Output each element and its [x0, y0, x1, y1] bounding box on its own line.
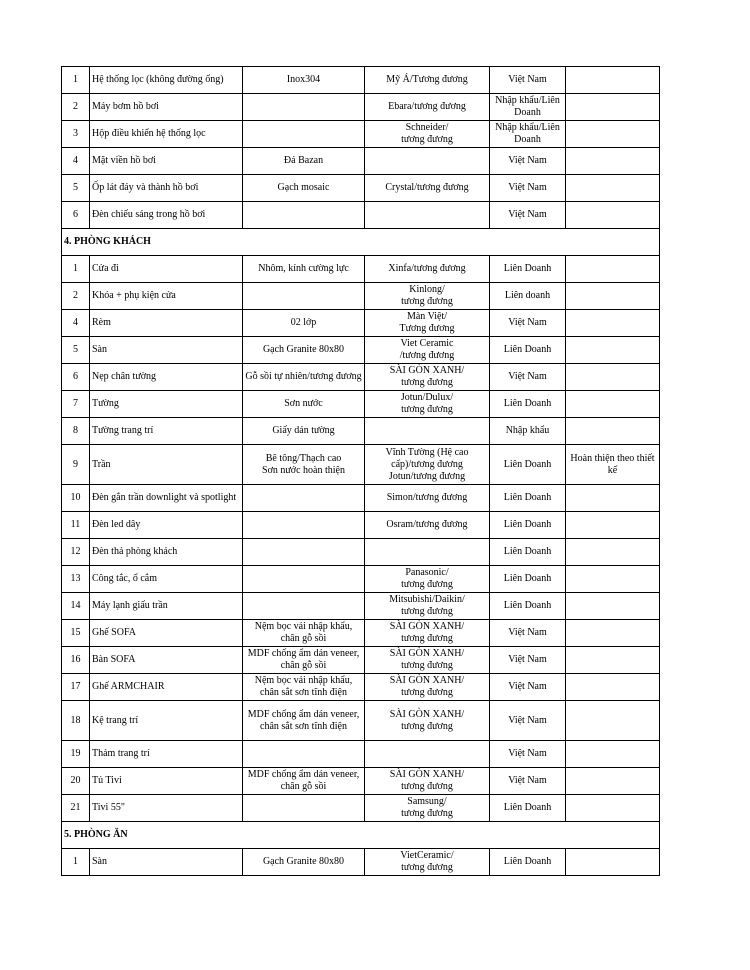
brand-cell-line: Jotun/tương đương [388, 470, 466, 482]
item-name: Thảm trang trí [90, 741, 243, 768]
material-cell-line: Inox304 [286, 74, 321, 85]
origin-cell [490, 256, 566, 283]
table-row [62, 593, 660, 620]
brand-cell-line: Mỹ Á/Tương đương [386, 74, 468, 85]
brand-cell-line: Osram/tương đương [386, 519, 468, 530]
brand-cell-line: tương đương [401, 720, 453, 732]
item-name: Sàn [90, 849, 243, 876]
brand-cell-line: tương đương [401, 633, 453, 644]
row-number: 20 [62, 768, 90, 795]
brand-cell [365, 67, 490, 94]
material-cell-line: Nệm bọc vải nhập khẩu, [254, 621, 353, 632]
origin-cell-line: Liên doanh [504, 290, 551, 301]
section-header-row [62, 229, 660, 256]
brand-cell [365, 418, 490, 445]
note-cell [566, 418, 660, 445]
brand-cell-line: tương đương [401, 296, 453, 307]
brand-cell-line: Xinfa/tương đương [388, 263, 466, 274]
origin-cell-line: Liên Doanh [503, 856, 552, 867]
brand-cell [365, 175, 490, 202]
table-row [62, 202, 660, 229]
item-name: Ghế SOFA [90, 620, 243, 647]
item-name: Máy lạnh giấu trần [90, 593, 243, 620]
brand-cell-line: tương đương [401, 781, 453, 792]
material-cell-line: Gạch mosaic [277, 182, 330, 193]
material-cell [243, 593, 365, 620]
origin-cell [490, 67, 566, 94]
material-cell [243, 310, 365, 337]
row-number: 4 [62, 148, 90, 175]
material-cell-line: chân sắt sơn tĩnh điện [260, 720, 347, 732]
item-name: Tivi 55" [90, 795, 243, 822]
origin-cell-line: Liên Doanh [503, 546, 552, 557]
material-cell [243, 175, 365, 202]
section-title: 4. PHÒNG KHÁCH [62, 229, 660, 256]
origin-cell [490, 364, 566, 391]
item-name: Đèn thả phòng khách [90, 539, 243, 566]
brand-cell-line: Màn Việt/ [406, 311, 448, 322]
item-name: Kệ trang trí [90, 701, 243, 741]
brand-cell [365, 445, 490, 485]
material-cell-line: Nhôm, kính cường lực [258, 263, 349, 274]
brand-cell-line: tương đương [401, 404, 453, 415]
material-cell [243, 148, 365, 175]
origin-cell-line: Liên Doanh [503, 398, 552, 409]
brand-cell-line: tương đương [401, 808, 453, 819]
brand-cell-line: /tương đương [399, 350, 455, 361]
row-number: 17 [62, 674, 90, 701]
table-row [62, 67, 660, 94]
brand-cell [365, 310, 490, 337]
note-cell [566, 674, 660, 701]
brand-cell-line: tương đương [401, 687, 453, 698]
material-cell-line: chân gỗ sồi [280, 660, 327, 671]
note-cell [566, 445, 660, 485]
material-cell [243, 539, 365, 566]
origin-cell [490, 512, 566, 539]
material-cell [243, 485, 365, 512]
brand-cell [365, 647, 490, 674]
origin-cell-line: Liên Doanh [503, 802, 552, 813]
brand-cell-line: Jotun/Dulux/ [400, 392, 454, 403]
brand-cell-line: Samsung/ [407, 796, 447, 807]
origin-cell-line: Liên Doanh [503, 600, 552, 611]
material-cell-line: 02 lớp [290, 317, 317, 328]
origin-cell [490, 647, 566, 674]
material-cell-line: chân gỗ sồi [280, 633, 327, 644]
brand-cell [365, 512, 490, 539]
origin-cell-line: Liên Doanh [503, 458, 552, 470]
material-cell [243, 849, 365, 876]
material-cell [243, 364, 365, 391]
item-name: Tường trang trí [90, 418, 243, 445]
origin-cell [490, 283, 566, 310]
brand-cell-line: tương đương [401, 134, 453, 145]
item-name: Đèn led dây [90, 512, 243, 539]
table-row [62, 283, 660, 310]
item-name: Hộp điều khiển hệ thống lọc [90, 121, 243, 148]
note-cell [566, 741, 660, 768]
brand-cell-line: tương đương [401, 660, 453, 671]
item-name: Tủ Tivi [90, 768, 243, 795]
material-cell [243, 741, 365, 768]
material-cell-line: Sơn nước hoàn thiện [262, 464, 345, 476]
note-cell [566, 701, 660, 741]
brand-cell [365, 566, 490, 593]
material-cell [243, 445, 365, 485]
note-cell [566, 283, 660, 310]
origin-cell [490, 795, 566, 822]
note-cell [566, 364, 660, 391]
origin-cell [490, 674, 566, 701]
origin-cell-line: Liên Doanh [503, 263, 552, 274]
brand-cell-line: Mitsubishi/Daikin/ [389, 594, 465, 605]
table-row [62, 364, 660, 391]
brand-cell [365, 741, 490, 768]
brand-cell [365, 795, 490, 822]
origin-cell-line: Liên Doanh [503, 492, 552, 503]
brand-cell-line: Schneider/ [405, 122, 449, 133]
note-cell [566, 67, 660, 94]
material-cell [243, 337, 365, 364]
origin-cell [490, 539, 566, 566]
item-name: Máy bơm hồ bơi [90, 94, 243, 121]
origin-cell-line: Việt Nam [508, 155, 547, 166]
material-cell [243, 701, 365, 741]
row-number: 2 [62, 94, 90, 121]
table-row [62, 121, 660, 148]
origin-cell [490, 202, 566, 229]
material-cell-line: Giấy dán tường [272, 425, 335, 436]
material-cell [243, 283, 365, 310]
table-row [62, 418, 660, 445]
origin-cell [490, 148, 566, 175]
material-cell [243, 67, 365, 94]
row-number: 4 [62, 310, 90, 337]
brand-cell-line: SÀI GÒN XANH/ [389, 769, 465, 780]
row-number: 1 [62, 256, 90, 283]
material-cell-line: Sơn nước [284, 398, 323, 409]
table-row [62, 566, 660, 593]
brand-cell-line: SÀI GÒN XANH/ [389, 648, 465, 659]
origin-cell-line: Việt Nam [508, 681, 547, 692]
note-cell [566, 121, 660, 148]
note-cell [566, 337, 660, 364]
origin-cell-line: Nhập khẩu [505, 425, 550, 436]
note-cell [566, 485, 660, 512]
table-row [62, 768, 660, 795]
row-number: 5 [62, 337, 90, 364]
origin-cell [490, 768, 566, 795]
brand-cell [365, 94, 490, 121]
brand-cell-line: tương đương [401, 377, 453, 388]
material-cell-line: Gạch Granite 80x80 [262, 856, 345, 867]
brand-cell-line: Ebara/tương đương [388, 101, 466, 112]
item-name: Nẹp chân tường [90, 364, 243, 391]
item-name: Cửa đi [90, 256, 243, 283]
origin-cell-line: Việt Nam [508, 182, 547, 193]
brand-cell [365, 701, 490, 741]
brand-cell-line: Panasonic/ [405, 567, 449, 578]
row-number: 8 [62, 418, 90, 445]
note-cell [566, 202, 660, 229]
row-number: 16 [62, 647, 90, 674]
table-row [62, 175, 660, 202]
brand-cell-line: Kinlong/ [409, 284, 445, 295]
origin-cell [490, 593, 566, 620]
table-row [62, 701, 660, 741]
material-cell-line: Nệm bọc vải nhập khẩu, [254, 675, 353, 686]
material-cell-line: Bê tông/Thạch cao [265, 452, 342, 464]
material-cell [243, 391, 365, 418]
row-number: 6 [62, 202, 90, 229]
brand-cell [365, 256, 490, 283]
row-number: 9 [62, 445, 90, 485]
material-cell-line: chân sắt sơn tĩnh điện [260, 687, 347, 698]
brand-cell-line: SÀI GÒN XANH/ [389, 365, 465, 376]
origin-cell-line: Việt Nam [508, 74, 547, 85]
table-row [62, 256, 660, 283]
brand-cell [365, 337, 490, 364]
item-name: Đèn chiếu sáng trong hồ bơi [90, 202, 243, 229]
brand-cell-line: Viet Ceramic [400, 338, 454, 349]
section-title: 5. PHÒNG ĂN [62, 822, 660, 849]
item-name: Rèm [90, 310, 243, 337]
table-row [62, 94, 660, 121]
row-number: 12 [62, 539, 90, 566]
material-cell [243, 620, 365, 647]
item-name: Sàn [90, 337, 243, 364]
origin-cell-line: Việt Nam [508, 209, 547, 220]
material-cell-line: Gỗ sồi tự nhiên/tương đương [245, 371, 362, 382]
origin-cell [490, 849, 566, 876]
section-header-row [62, 822, 660, 849]
note-cell [566, 256, 660, 283]
origin-cell-line: Việt Nam [508, 714, 547, 726]
origin-cell [490, 94, 566, 121]
table-row [62, 620, 660, 647]
brand-cell-line: SÀI GÒN XANH/ [389, 675, 465, 686]
note-cell [566, 539, 660, 566]
origin-cell [490, 485, 566, 512]
origin-cell-line: Liên Doanh [503, 344, 552, 355]
brand-cell-line: Vĩnh Tường (Hệ cao [385, 446, 469, 458]
brand-cell [365, 364, 490, 391]
table-row [62, 795, 660, 822]
brand-cell [365, 148, 490, 175]
origin-cell [490, 701, 566, 741]
item-name: Mặt viền hồ bơi [90, 148, 243, 175]
row-number: 11 [62, 512, 90, 539]
brand-cell-line: tương đương [401, 862, 453, 873]
table-row [62, 310, 660, 337]
row-number: 1 [62, 67, 90, 94]
item-name: Hệ thống lọc (không đường ống) [90, 67, 243, 94]
note-cell [566, 849, 660, 876]
origin-cell-line: Việt Nam [508, 748, 547, 759]
origin-cell-line: Liên Doanh [503, 573, 552, 584]
material-cell [243, 256, 365, 283]
origin-cell [490, 337, 566, 364]
material-cell [243, 94, 365, 121]
note-cell [566, 310, 660, 337]
brand-cell [365, 849, 490, 876]
origin-cell-line: Việt Nam [508, 775, 547, 786]
note-cell [566, 148, 660, 175]
note-cell [566, 620, 660, 647]
item-name: Tường [90, 391, 243, 418]
brand-cell-line: VietCeramic/ [400, 850, 454, 861]
material-cell-line: MDF chống ẩm dán veneer, [247, 708, 360, 720]
table-row [62, 391, 660, 418]
brand-cell-line: tương đương [401, 606, 453, 617]
item-name: Công tắc, ổ cắm [90, 566, 243, 593]
note-cell [566, 512, 660, 539]
material-cell [243, 795, 365, 822]
row-number: 1 [62, 849, 90, 876]
table-row [62, 148, 660, 175]
row-number: 5 [62, 175, 90, 202]
brand-cell [365, 539, 490, 566]
brand-cell [365, 768, 490, 795]
origin-cell [490, 620, 566, 647]
brand-cell [365, 620, 490, 647]
table-row [62, 674, 660, 701]
brand-cell [365, 593, 490, 620]
row-number: 6 [62, 364, 90, 391]
note-cell [566, 647, 660, 674]
brand-cell-line: cấp)/tương đương [391, 458, 463, 470]
table-row [62, 485, 660, 512]
material-cell [243, 202, 365, 229]
item-name: Bàn SOFA [90, 647, 243, 674]
item-name: Đèn gắn trần downlight và spotlight [90, 485, 243, 512]
brand-cell-line: SÀI GÒN XANH/ [389, 621, 465, 632]
row-number: 3 [62, 121, 90, 148]
material-cell-line: MDF chống ẩm dán veneer, [247, 648, 360, 659]
material-cell [243, 647, 365, 674]
origin-cell [490, 566, 566, 593]
brand-cell [365, 121, 490, 148]
origin-cell [490, 741, 566, 768]
brand-cell-line: Tương đương [399, 323, 455, 334]
row-number: 2 [62, 283, 90, 310]
note-cell-line: Hoàn thiện theo thiết kế [570, 452, 655, 476]
brand-cell-line: SÀI GÒN XANH/ [389, 708, 465, 720]
origin-cell [490, 175, 566, 202]
item-name: Ghế ARMCHAIR [90, 674, 243, 701]
specification-table [61, 66, 660, 876]
origin-cell-line: Việt Nam [508, 654, 547, 665]
table-row [62, 512, 660, 539]
material-cell-line: MDF chống ẩm dán veneer, [247, 769, 360, 780]
brand-cell-line: Simon/tương đương [386, 492, 468, 503]
table-row [62, 849, 660, 876]
note-cell [566, 593, 660, 620]
note-cell [566, 566, 660, 593]
row-number: 15 [62, 620, 90, 647]
origin-cell-line: Nhập khẩu/Liên [495, 122, 560, 133]
material-cell [243, 674, 365, 701]
material-cell-line: chân gỗ sồi [280, 781, 327, 792]
origin-cell-line: Doanh [514, 107, 541, 118]
origin-cell [490, 310, 566, 337]
material-cell [243, 768, 365, 795]
row-number: 13 [62, 566, 90, 593]
material-cell [243, 512, 365, 539]
table-row [62, 647, 660, 674]
origin-cell-line: Việt Nam [508, 317, 547, 328]
origin-cell-line: Liên Doanh [503, 519, 552, 530]
origin-cell-line: Nhập khẩu/Liên [495, 95, 560, 106]
material-cell [243, 121, 365, 148]
brand-cell [365, 674, 490, 701]
brand-cell [365, 485, 490, 512]
row-number: 7 [62, 391, 90, 418]
table-row [62, 445, 660, 485]
brand-cell [365, 283, 490, 310]
table-row [62, 741, 660, 768]
origin-cell [490, 418, 566, 445]
note-cell [566, 175, 660, 202]
note-cell [566, 795, 660, 822]
material-cell [243, 418, 365, 445]
origin-cell-line: Doanh [514, 134, 541, 145]
row-number: 19 [62, 741, 90, 768]
item-name: Khóa + phụ kiện cửa [90, 283, 243, 310]
origin-cell [490, 121, 566, 148]
table-row [62, 337, 660, 364]
material-cell [243, 566, 365, 593]
origin-cell [490, 445, 566, 485]
origin-cell-line: Việt Nam [508, 371, 547, 382]
note-cell [566, 94, 660, 121]
origin-cell [490, 391, 566, 418]
item-name: Trần [90, 445, 243, 485]
brand-cell-line: Crystal/tương đương [385, 182, 469, 193]
origin-cell-line: Việt Nam [508, 627, 547, 638]
brand-cell [365, 202, 490, 229]
row-number: 18 [62, 701, 90, 741]
brand-cell-line: tương đương [401, 579, 453, 590]
note-cell [566, 391, 660, 418]
specification-table-body [62, 67, 660, 876]
row-number: 10 [62, 485, 90, 512]
row-number: 21 [62, 795, 90, 822]
brand-cell [365, 391, 490, 418]
item-name: Ốp lát đáy và thành hồ bơi [90, 175, 243, 202]
note-cell [566, 768, 660, 795]
material-cell-line: Đá Bazan [283, 155, 324, 166]
row-number: 14 [62, 593, 90, 620]
material-cell-line: Gạch Granite 80x80 [262, 344, 345, 355]
table-row [62, 539, 660, 566]
